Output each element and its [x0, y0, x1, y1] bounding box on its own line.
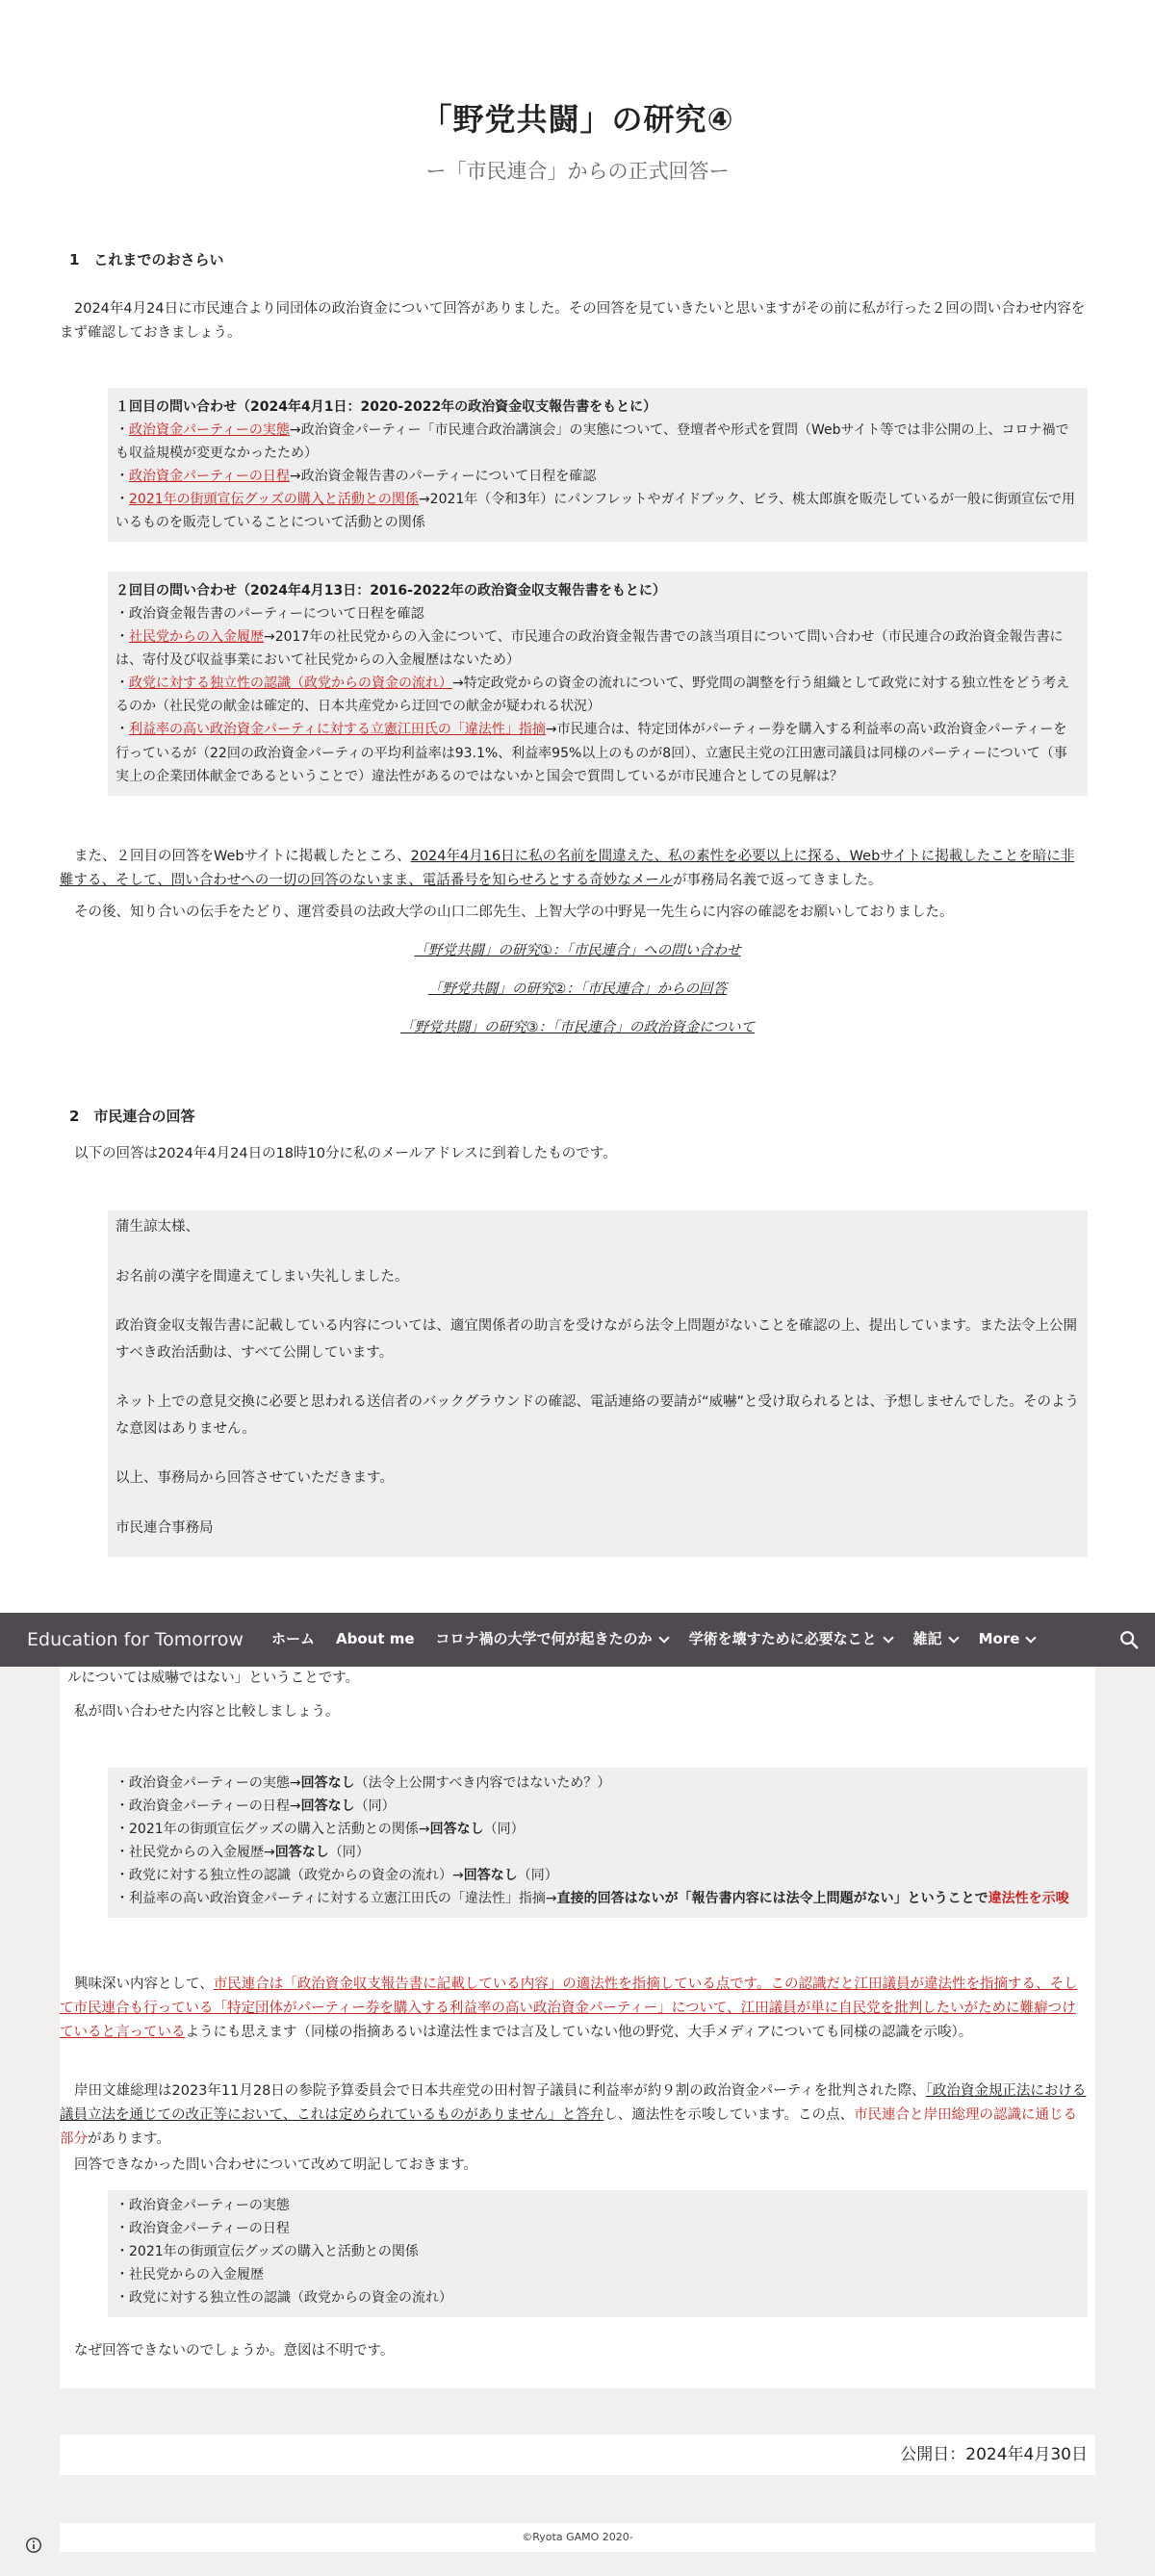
compare-paragraph: 私が問い合わせた内容と比較しましょう。 — [74, 1704, 340, 1720]
list-item-text: →政治資金パーティー「市民連合政治講演会」の実態について、登壇者や形式を質問（Webサイト等では非公開の上、コロナ禍でも収益規模が変更なかったため） — [116, 422, 1069, 462]
nav-item-home[interactable] — [271, 1627, 315, 1652]
text-span: し、適法性を示唆しています。この点、 — [603, 2106, 855, 2123]
series-link-2[interactable]: 「野党共闘」の研究②：「市民連合」からの回答 — [427, 982, 728, 997]
list-item-text: 2021年の街頭宣伝グッズの購入と活動との関係 — [129, 2244, 419, 2260]
search-icon[interactable] — [1118, 1629, 1140, 1650]
list-item: ・利益率の高い政治資金パーティに対する立憲江田氏の「違法性」指摘→市民連合は、特定団体がパーティー券を購入する利益率の高い政治資金パーティーを行っているが（22回の政治資金パーティの平均利益率は93.1%、利益率95%以上のものが8回）、立憲民主党の江田憲司議員は同様のパーティーについて（事実上の企業団体献金であるということで）違法性があるのではないかと国会で質問しているが市民連合としての見解は？ — [116, 722, 1067, 784]
list-item: ・政治資金報告書のパーティーについて日程を確認 — [116, 606, 424, 623]
section-2-heading: 2 市民連合の回答 — [69, 1108, 195, 1125]
unanswered-intro: 回答できなかった問い合わせについて改めて明記しておきます。 — [74, 2157, 478, 2173]
letter-line: ネット上での意見交換に必要と思われる送信者のバックグラウンドの確認、電話連絡の要請が“威嚇”と受け取られるとは、予想しませんでした。そのような意図はありません。 — [116, 1394, 1080, 1437]
list-item-text: →2017年の社民党からの入金について、市民連合の政治資金報告書での該当項目について問い合わせ（市民連合の政治資金報告書には、寄付及び収益事業において社民党からの入金履歴はないため） — [116, 629, 1064, 669]
list-item-text: 政治資金パーティーの日程 — [129, 2221, 290, 2237]
nav-label: 学術を壊すために必要なこと — [688, 1630, 877, 1648]
list-item: ・社民党からの入金履歴→2017年の社民党からの入金について、市民連合の政治資金報告書での該当項目について問い合わせ（市民連合の政治資金報告書には、寄付及び収益事業において社民党からの入金履歴はないため） — [116, 629, 1064, 669]
list-item-note: （同） — [517, 1868, 558, 1884]
no-answer-label: 回答なし — [300, 1775, 355, 1791]
series-link-3[interactable]: 「野党共闘」の研究③：「市民連合」の政治資金について — [400, 1020, 755, 1035]
text-span: があります。 — [88, 2130, 170, 2147]
underlined-text: 2024年4月16日に私の名前を間違えた、私の素性を必要以上に探る、Webサイトに掲載したことを暗に非難する、そして、問い合わせへの一切の回答のないまま、電話番号を知らせろとする奇妙なメール — [60, 849, 1075, 888]
interest-paragraph — [60, 1973, 1088, 2045]
list-item: ・政治資金パーティーの日程→回答なし（同） — [116, 1798, 396, 1815]
nav-item-more[interactable] — [979, 1627, 1036, 1652]
list-item: ・政治資金パーティーの実態→回答なし（法令上公開すべき内容ではないため？） — [116, 1775, 611, 1791]
highlighted-text: 市民連合と岸田総理の認識に通じる部分 — [60, 2106, 1078, 2147]
nav-label: ホーム — [271, 1630, 316, 1648]
list-item-text: 社民党からの入金履歴 — [129, 2267, 264, 2283]
list-item: ・社民党からの入金履歴→回答なし（同） — [116, 1845, 370, 1861]
answer-label: 直接的回答はないが「報告書内容には法令上問題がない」ということで — [556, 1891, 988, 1907]
list-item-text: 利益率の高い政治資金パーティに対する立憲江田氏の「違法性」指摘→ — [129, 1891, 557, 1907]
underlined-text: 「政治資金規正法における議員立法を通じての改正等において、これは定められているものがありません」と答弁 — [60, 2083, 1087, 2123]
unanswered-box — [108, 2190, 1088, 2317]
nav-label: More — [978, 1630, 1020, 1648]
list-item-text: 政党に対する独立性の認識（政党からの資金の流れ） — [129, 2290, 452, 2307]
article-bottom-section — [60, 1655, 1095, 2388]
site-footer — [60, 2523, 1095, 2552]
list-item-text: 政治資金パーティーの日程→ — [129, 1798, 301, 1815]
list-item: ・政党に対する独立性の認識（政党からの資金の流れ）→回答なし（同） — [116, 1868, 558, 1884]
inquiry-2-title: ２回目の問い合わせ（2024年4月13日：2016-2022年の政治資金収支報告書をもとに） — [116, 583, 666, 599]
series-link-1[interactable]: 「野党共闘」の研究①：「市民連合」への問い合わせ — [414, 943, 741, 958]
list-item: ・社民党からの入金履歴 — [116, 2267, 264, 2283]
text-span: また、２回目の回答をWebサイトに掲載したところ、 — [74, 849, 411, 864]
confirm-paragraph: その後、知り合いの伝手をたどり、運営委員の法政大学の山口二郎先生、上智大学の中野晃一先生らに内容の確認をお願いしておりました。 — [74, 905, 954, 920]
closing-paragraph: なぜ回答できないのでしょうか。意図は不明です。 — [74, 2343, 395, 2359]
intro-paragraph: 2024年4月24日に市民連合より同団体の政治資金について回答がありました。その回答を見ていきたいと思いますがその前に私が行った２回の問い合わせ内容をまず確認しておきましょう。 — [60, 301, 1086, 341]
list-item-text: 政治資金パーティーの実態 — [129, 2198, 290, 2213]
list-item: ・利益率の高い政治資金パーティに対する立憲江田氏の「違法性」指摘→直接的回答はないが「報告書内容には法令上問題がない」ということで違法性を示唆 — [116, 1891, 1069, 1907]
info-icon[interactable] — [25, 2537, 42, 2554]
list-item-text: 政治資金パーティーの実態→ — [129, 1775, 301, 1791]
nav-label: 雑記 — [912, 1630, 942, 1648]
text-span: が事務局名義で返ってきました。 — [672, 872, 883, 888]
nav-item-academia[interactable] — [689, 1627, 892, 1652]
section-1-heading: 1 これまでのおさらい — [69, 251, 224, 268]
letter-line: 蒲生諒太様、 — [116, 1219, 199, 1235]
list-item: ・政党に対する独立性の認識（政党からの資金の流れ）→特定政党からの資金の流れについて、野党間の調整を行う組織として政党に対する独立性をどう考えるのか（社民党の献金は確定的、日本共産党から迂回での献金が疑われる状況） — [116, 676, 1070, 715]
text-span: ようにも思えます（同様の指摘あるいは違法性までは言及していない他の野党、大手メディアについても同様の認識を示唆）。 — [185, 2024, 973, 2040]
nav-item-corona[interactable] — [436, 1627, 668, 1652]
list-item-text: 政党に対する独立性の認識（政党からの資金の流れ）→ — [129, 1868, 464, 1884]
list-item-text: →2021年（令和3年）にパンフレットやガイドブック、ビラ、桃太郎旗を販売しているが一般に街頭宣伝で用いるものを販売していることについて活動との関係 — [116, 492, 1076, 531]
list-item: ・政治資金パーティーの日程 — [116, 2221, 290, 2237]
inquiry-link[interactable]: 政治資金パーティーの日程 — [129, 469, 290, 485]
list-item-note: （同） — [483, 1822, 525, 1838]
list-item-text: →特定政党からの資金の流れについて、野党間の調整を行う組織として政党に対する独立性をどう考えるのか（社民党の献金は確定的、日本共産党から迂回での献金が疑われる状況） — [116, 676, 1070, 715]
no-answer-label: 回答なし — [429, 1822, 484, 1838]
letter-line: 政治資金収支報告書に記載している内容については、適宜関係者の助言を受けながら法令上問題がないことを確認の上、提出しています。また法令上公開すべき政治活動は、すべて公開しています。 — [116, 1318, 1078, 1361]
site-navbar — [0, 1613, 1155, 1667]
list-item: ・政党に対する独立性の認識（政党からの資金の流れ） — [116, 2290, 452, 2307]
no-answer-label: 回答なし — [300, 1798, 355, 1815]
kishida-paragraph — [60, 2079, 1088, 2152]
answer-intro: 以下の回答は2024年4月24日の18時10分に私のメールアドレスに到着したものです。 — [74, 1146, 617, 1161]
nav-label: About me — [336, 1630, 415, 1648]
list-item-note: （法令上公開すべき内容ではないため？） — [354, 1775, 611, 1791]
list-item-text: 2021年の街頭宣伝グッズの購入と活動との関係→ — [129, 1822, 430, 1838]
nav-item-notes[interactable] — [913, 1627, 958, 1652]
inquiry-link[interactable]: 政党に対する独立性の認識（政党からの資金の流れ） — [129, 676, 452, 692]
list-item-note: （同） — [328, 1845, 370, 1861]
letter-line: 市民連合事務局 — [116, 1519, 214, 1536]
reply-letter-box — [108, 1211, 1088, 1557]
list-item: ・政治資金パーティーの日程→政治資金報告書のパーティーについて日程を確認 — [116, 469, 597, 485]
inquiry-link[interactable]: 政治資金パーティーの実態 — [129, 422, 290, 439]
publish-date: 公開日：2024年4月30日 — [900, 2445, 1088, 2464]
nav-item-about[interactable] — [336, 1627, 415, 1652]
email-paragraph — [60, 845, 1088, 893]
list-item-text: 政治資金報告書のパーティーについて日程を確認 — [129, 606, 424, 623]
site-brand[interactable]: Education for Tomorrow — [27, 1628, 244, 1650]
nav-menu — [271, 1627, 1056, 1652]
inquiry-2-box — [108, 572, 1088, 796]
no-answer-label: 回答なし — [463, 1868, 518, 1884]
inquiry-link[interactable]: 利益率の高い政治資金パーティに対する立憲江田氏の「違法性」指摘 — [129, 722, 546, 738]
no-answer-label: 回答なし — [274, 1845, 329, 1861]
chevron-down-icon — [883, 1632, 893, 1643]
publish-date-section — [60, 2435, 1095, 2475]
list-item: ・2021年の街頭宣伝グッズの購入と活動との関係→2021年（令和3年）にパンフレットやガイドブック、ビラ、桃太郎旗を販売しているが一般に街頭宣伝で用いるものを販売していることについて活動との関係 — [116, 492, 1076, 531]
list-item-text: →政治資金報告書のパーティーについて日程を確認 — [289, 469, 597, 485]
chevron-down-icon — [948, 1632, 959, 1643]
list-item: ・政治資金パーティーの実態→政治資金パーティー「市民連合政治講演会」の実態について、登壇者や形式を質問（Webサイト等では非公開の上、コロナ禍でも収益規模が変更なかったため） — [116, 422, 1069, 462]
cut-off-line: ルについては威嚇ではない」ということです。 — [67, 1671, 360, 1686]
chevron-down-icon — [1026, 1632, 1037, 1643]
text-span: 岸田文雄総理は2023年11月28日の参院予算委員会で日本共産党の田村智子議員に利益率が約９割の政治資金パーティを批判された際、 — [74, 2083, 926, 2099]
chevron-down-icon — [658, 1632, 669, 1643]
highlighted-text: 市民連合は「政治資金収支報告書に記載している内容」の適法性を指摘している点です。この認識だと江田議員が違法性を指摘する、そして市民連合も行っている「特定団体がパーティー券を購入する利益率の高い政治資金パーティー」について、江田議員が単に自民党を批判したいがために難癖つけていると言っている — [60, 1977, 1078, 2040]
inquiry-link[interactable]: 社民党からの入金履歴 — [129, 629, 264, 646]
list-item-text: 社民党からの入金履歴→ — [129, 1845, 275, 1861]
list-item: ・政治資金パーティーの実態 — [116, 2198, 290, 2213]
list-item-note: （同） — [354, 1798, 396, 1815]
list-item: ・2021年の街頭宣伝グッズの購入と活動との関係 — [116, 2244, 419, 2260]
inquiry-1-box — [108, 388, 1088, 542]
page-subtitle: ー「市民連合」からの正式回答ー — [425, 160, 730, 183]
list-item-text: →市民連合は、特定団体がパーティー券を購入する利益率の高い政治資金パーティーを行っているが（22回の政治資金パーティの平均利益率は93.1%、利益率95%以上のものが8回）、立憲民主党の江田憲司議員は同様のパーティーについて（事実上の企業団体献金であるということで）違法性があるのではないかと国会で質問しているが市民連合としての見解は？ — [116, 722, 1067, 784]
summary-box — [108, 1768, 1088, 1918]
nav-label: コロナ禍の大学で何が起きたのか — [435, 1630, 653, 1648]
list-item: ・2021年の街頭宣伝グッズの購入と活動との関係→回答なし（同） — [116, 1822, 525, 1838]
letter-line: 以上、事務局から回答させていただきます。 — [116, 1470, 394, 1487]
page-title: 「野党共闘」の研究④ — [421, 101, 734, 138]
illegality-label: 違法性を示唆 — [988, 1891, 1069, 1907]
inquiry-1-title: １回目の問い合わせ（2024年4月1日：2020-2022年の政治資金収支報告書をもとに） — [116, 399, 657, 415]
inquiry-link[interactable]: 2021年の街頭宣伝グッズの購入と活動との関係 — [129, 492, 419, 508]
letter-line: お名前の漢字を間違えてしまい失礼しました。 — [116, 1268, 409, 1285]
text-span: 興味深い内容として、 — [74, 1977, 214, 1992]
copyright-text: ©Ryota GAMO 2020- — [522, 2531, 633, 2543]
